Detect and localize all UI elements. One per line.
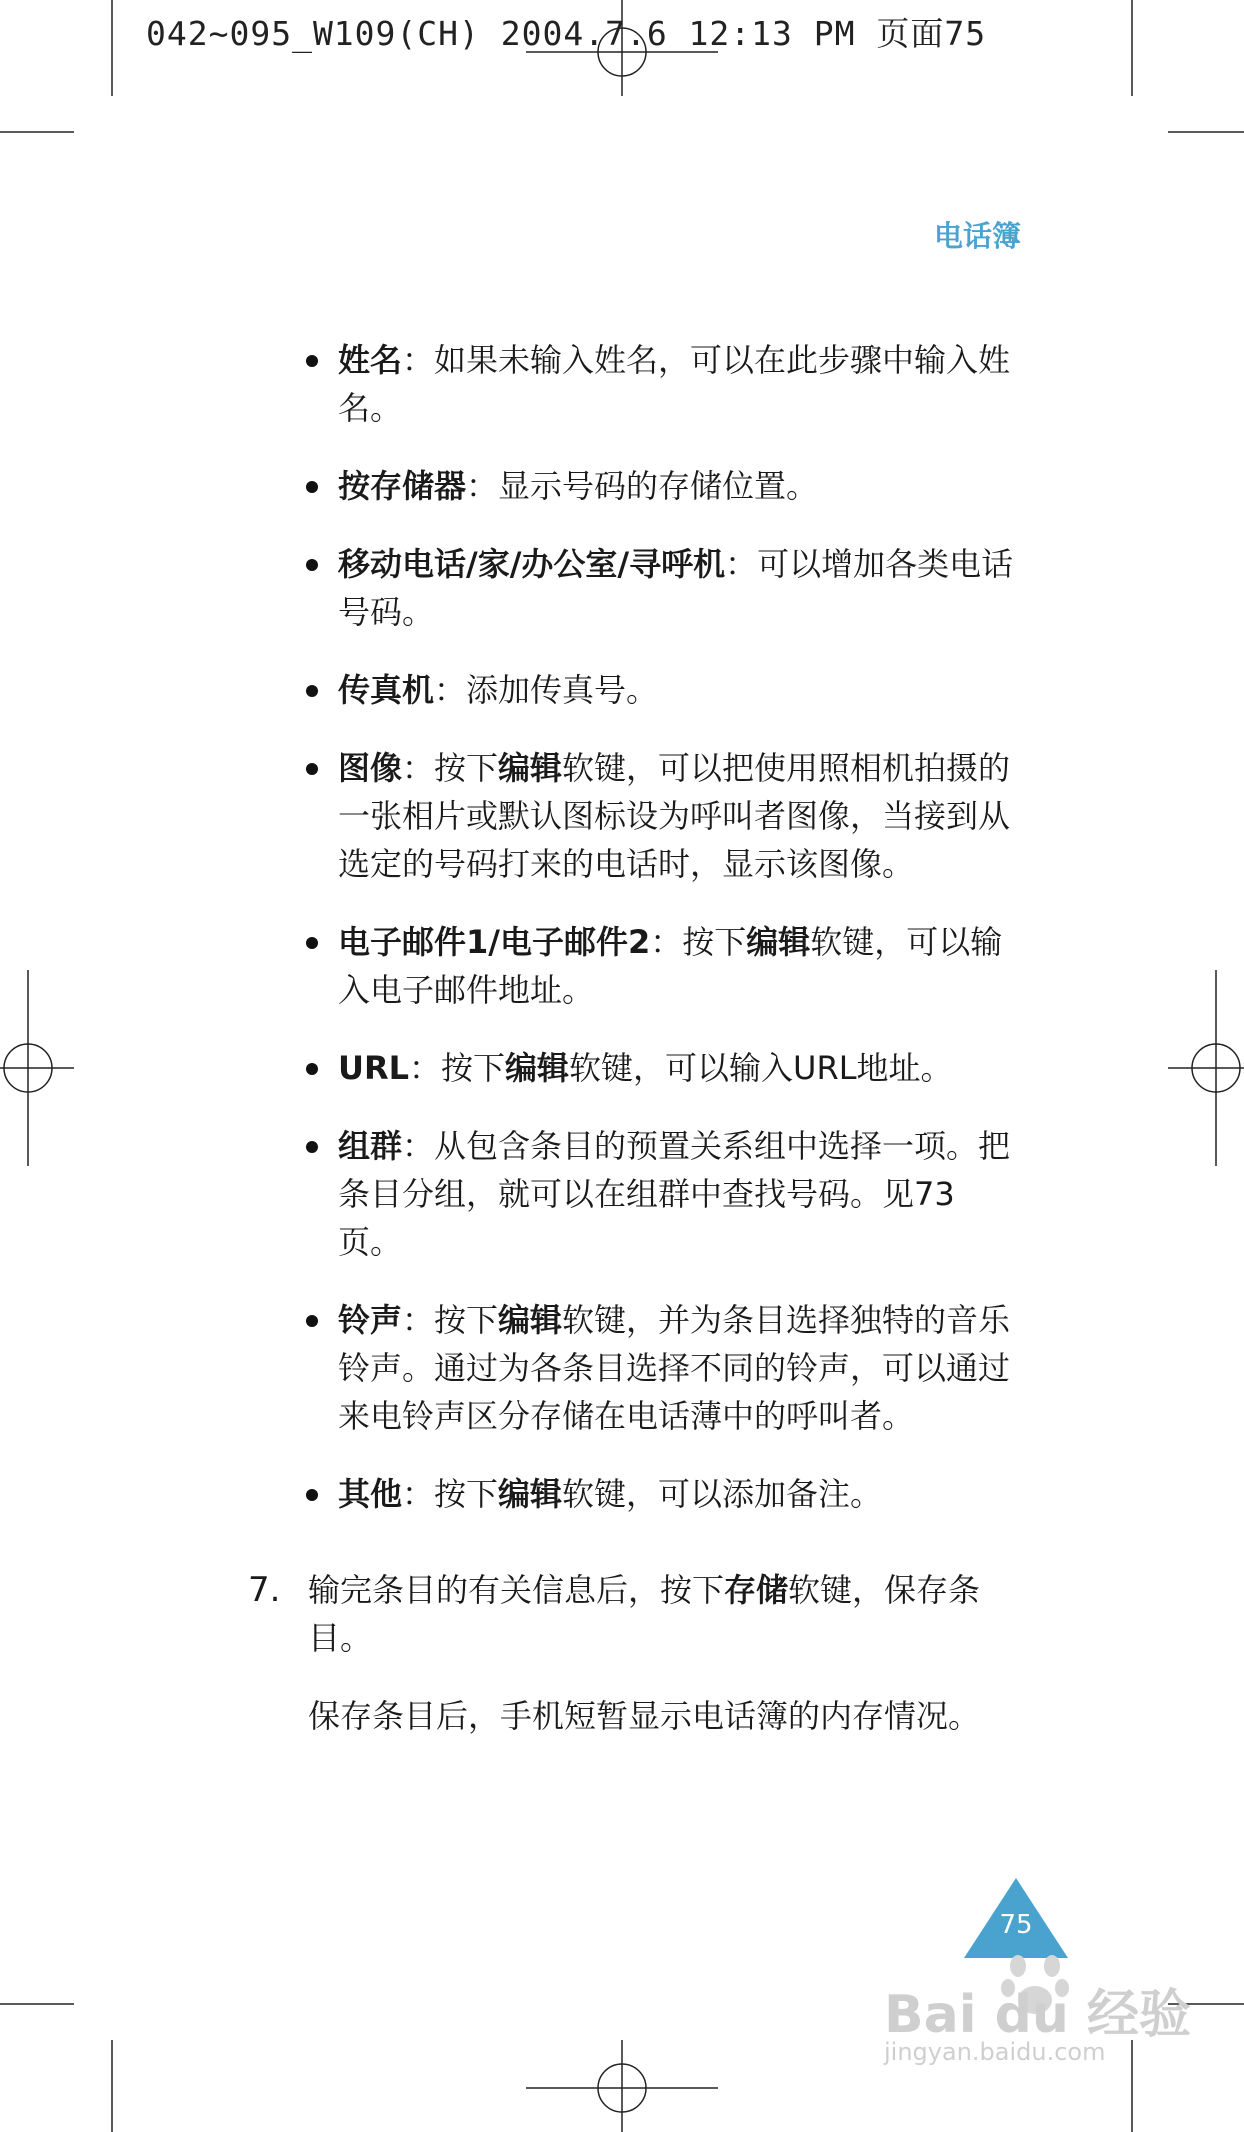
watermark-url: jingyan.baidu.com [884,2038,1106,2066]
note-paragraph: 保存条目后，手机短暂显示电话簿的内存情况。 [308,1697,981,1735]
item-text-before: ：按下 [402,1301,499,1339]
item-text-before: ：按下 [650,923,747,961]
item-term: 组群 [338,1127,403,1165]
list-item-url [298,1044,1018,1092]
section-title: 电话簿 [934,219,1022,253]
list-item-ringtone [298,1296,1018,1440]
field-list [298,336,1018,1518]
item-text: ：显示号码的存储位置。 [466,467,819,505]
item-term: 移动电话/家/办公室/寻呼机 [338,545,726,583]
softkey-label: 编辑 [746,923,811,961]
item-term: 传真机 [338,671,435,709]
list-item-group [298,1122,1018,1266]
item-text: ：从包含条目的预置关系组中选择一项。把条目分组，就可以在组群中查找号码。见73页。 [338,1127,1011,1261]
item-term: 其他 [338,1475,403,1513]
softkey-label: 编辑 [498,749,563,787]
list-item-image [298,744,1018,888]
item-text-after: 软键，并为条目选择独特的音乐铃声。通过为各条目选择不同的铃声，可以通过来电铃声区分存储在电话薄中的呼叫者。 [338,1301,1011,1435]
list-item-name [298,336,1018,432]
item-text: ：如果未输入姓名，可以在此步骤中输入姓名。 [338,341,1011,427]
item-text: ：添加传真号。 [434,671,659,709]
softkey-label: 编辑 [498,1301,563,1339]
item-text: ：可以增加各类电话号码。 [338,545,1014,631]
step-number: 7. [248,1570,281,1610]
main-content [248,336,1018,1740]
step-7 [248,1566,1018,1662]
item-text-after: 软键，可以把使用照相机拍摄的一张相片或默认图标设为呼叫者图像，当接到从选定的号码打来的电话时，显示该图像。 [338,749,1011,883]
item-term: 图像 [338,749,403,787]
softkey-label: 编辑 [505,1049,570,1087]
item-text-after: 软键，可以输入URL地址。 [569,1049,953,1087]
list-item-fax [298,666,1018,714]
page-number: 75 [999,1910,1033,1940]
softkey-label: 编辑 [498,1475,563,1513]
item-term: URL [338,1049,410,1087]
list-item-email [298,918,1018,1014]
item-text-before: ：按下 [409,1049,506,1087]
item-text-before: ：按下 [402,1475,499,1513]
item-term: 电子邮件1/电子邮件2 [338,923,651,961]
step-text-before: 输完条目的有关信息后，按下 [308,1571,725,1609]
item-text-after: 软键，可以输入电子邮件地址。 [338,923,1003,1009]
step-text-after: 软键，保存条目。 [308,1571,981,1657]
item-term: 姓名 [338,341,403,379]
item-text-before: ：按下 [402,749,499,787]
item-text-after: 软键，可以添加备注。 [562,1475,883,1513]
softkey-label: 存储 [724,1571,789,1609]
print-info-header: 042~095_W109(CH) 2004.7.6 12:13 PM 页面75 [146,14,987,53]
item-term: 铃声 [338,1301,403,1339]
list-item-memory [298,462,1018,510]
list-item-phone-types [298,540,1018,636]
list-item-other [298,1470,1018,1518]
item-term: 按存储器 [338,467,467,505]
watermark-brand: Bai du 经验 [884,1985,1191,2045]
